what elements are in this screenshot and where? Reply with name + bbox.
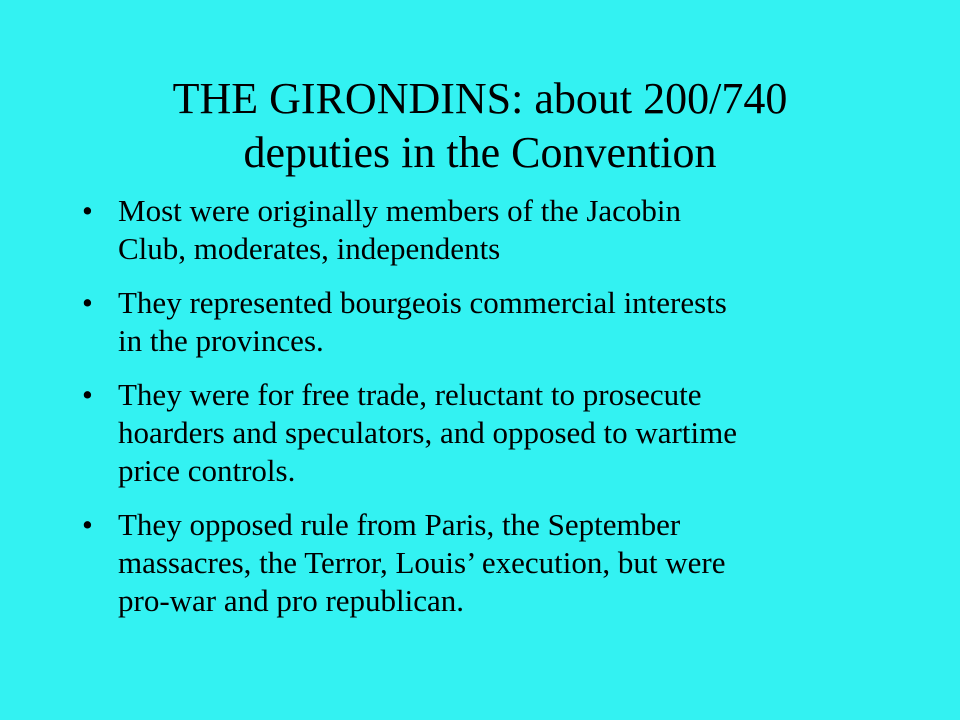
- bullet-line: hoarders and speculators, and opposed to wartime: [118, 415, 737, 450]
- slide-title: [60, 72, 900, 180]
- bullet-icon: •: [82, 285, 93, 320]
- bullet-line: They were for free trade, reluctant to prosecute: [118, 377, 702, 412]
- bullet-item: [82, 192, 882, 268]
- bullet-line: in the provinces.: [118, 323, 324, 358]
- bullet-item: [82, 376, 882, 490]
- bullet-line: Club, moderates, independents: [118, 231, 501, 266]
- bullet-line: pro-war and pro republican.: [118, 583, 465, 618]
- bullet-item: [82, 284, 882, 360]
- bullet-line: Most were originally members of the Jacobin: [118, 193, 682, 228]
- bullet-icon: •: [82, 377, 93, 412]
- bullet-line: They represented bourgeois commercial interests: [118, 285, 727, 320]
- bullet-item: [82, 506, 882, 620]
- bullet-list: [82, 192, 882, 636]
- bullet-icon: •: [82, 193, 93, 228]
- bullet-line: price controls.: [118, 453, 296, 488]
- slide-title-line-1: THE GIRONDINS: about 200/740: [172, 74, 788, 123]
- bullet-icon: •: [82, 507, 93, 542]
- bullet-line: massacres, the Terror, Louis’ execution, but were: [118, 545, 726, 580]
- slide-title-line-2: deputies in the Convention: [243, 128, 717, 177]
- bullet-line: They opposed rule from Paris, the September: [118, 507, 681, 542]
